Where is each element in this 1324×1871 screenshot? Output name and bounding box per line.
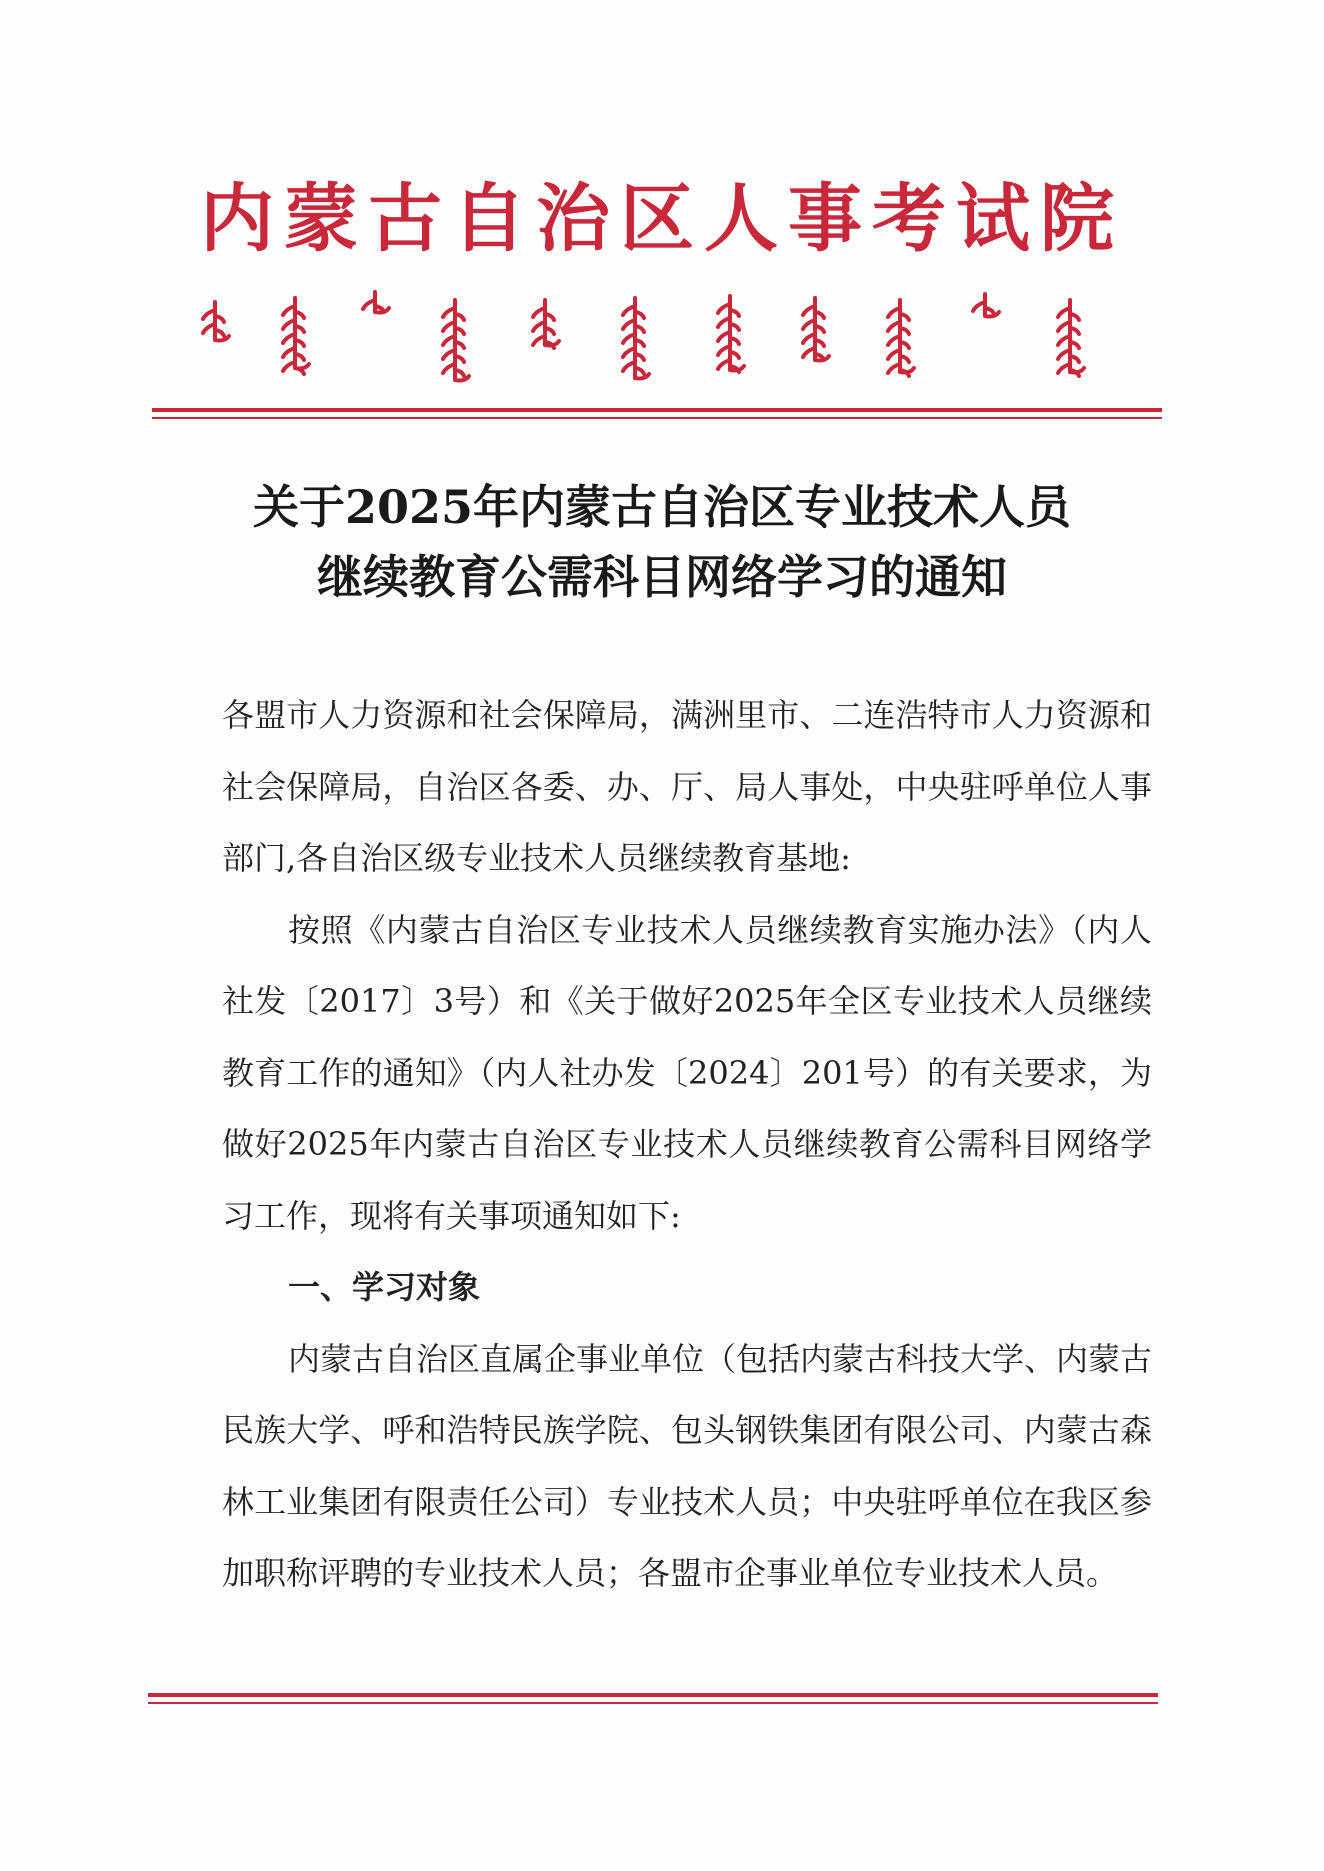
document-title-line-2: 继续教育公需科目网络学习的通知: [317, 550, 1007, 604]
mongolian-word-11: [1058, 300, 1084, 376]
mongolian-word-4: [443, 300, 469, 381]
mongolian-word-stroke: [443, 300, 469, 381]
mongolian-word-8: [803, 298, 829, 361]
document-title-line-1: 关于2025年内蒙古自治区专业技术人员: [252, 480, 1072, 534]
mongolian-word-stroke: [973, 294, 999, 317]
mongolian-word-stroke: [623, 298, 649, 379]
mongolian-word-6: [623, 298, 649, 379]
mongolian-word-3: [363, 292, 389, 313]
mongolian-word-stroke: [718, 296, 744, 372]
mongolian-word-stroke: [1058, 300, 1084, 376]
footer-rule-thick: [148, 1693, 1158, 1697]
mongolian-word-stroke: [203, 302, 229, 341]
addressee-paragraph: 各盟市人力资源和社会保障局，满洲里市、二连浩特市人力资源和社会保障局，自治区各委、办、厅、局人事处，中央驻呼单位人事部门,各自治区级专业技术人员继续教育基地:: [222, 696, 1152, 877]
mongolian-word-9: [888, 300, 914, 376]
mongolian-word-stroke: [363, 292, 389, 313]
agency-name-mongolian-script: [200, 290, 1130, 390]
intro-paragraph: 按照《内蒙古自治区专业技术人员继续教育实施办法》（内人社发〔2017〕3号）和《关于做好2025年全区专业技术人员继续教育工作的通知》（内人社办发〔2024〕201号）的有关要求，为做好2025年内蒙古自治区专业技术人员继续教育公需科目网络学习工作，现将有关事项通知如下:: [222, 910, 1152, 1235]
header-red-rule: [152, 408, 1162, 419]
agency-name-chinese: 内蒙古自治区人事考试院: [200, 176, 1124, 262]
section-1-paragraph: 内蒙古自治区直属企事业单位（包括内蒙古科技大学、内蒙古民族大学、呼和浩特民族学院、包头钢铁集团有限公司、内蒙古森林工业集团有限责任公司）专业技术人员；中央驻呼单位在我区参加职称评聘的专业技术人员；各盟市企事业单位专业技术人员。: [222, 1339, 1153, 1592]
header-rule-thick: [152, 408, 1162, 412]
footer-rule-thin: [148, 1702, 1158, 1704]
mongolian-word-stroke: [283, 298, 309, 374]
mongolian-word-10: [973, 294, 999, 317]
mongolian-word-stroke: [803, 298, 829, 361]
document-title: [0, 472, 1324, 612]
mongolian-word-5: [533, 300, 559, 348]
mongolian-word-2: [283, 298, 309, 374]
mongolian-word-stroke: [533, 300, 559, 348]
document-body: [222, 680, 1152, 1610]
mongolian-word-7: [718, 296, 744, 372]
section-1-heading: 一、学习对象: [288, 1268, 481, 1306]
footer-red-rule: [148, 1693, 1158, 1704]
header-rule-thin: [152, 417, 1162, 419]
mongolian-word-stroke: [888, 300, 914, 376]
mongolian-word-1: [203, 302, 229, 341]
mongolian-script-glyphs: [200, 290, 1130, 390]
